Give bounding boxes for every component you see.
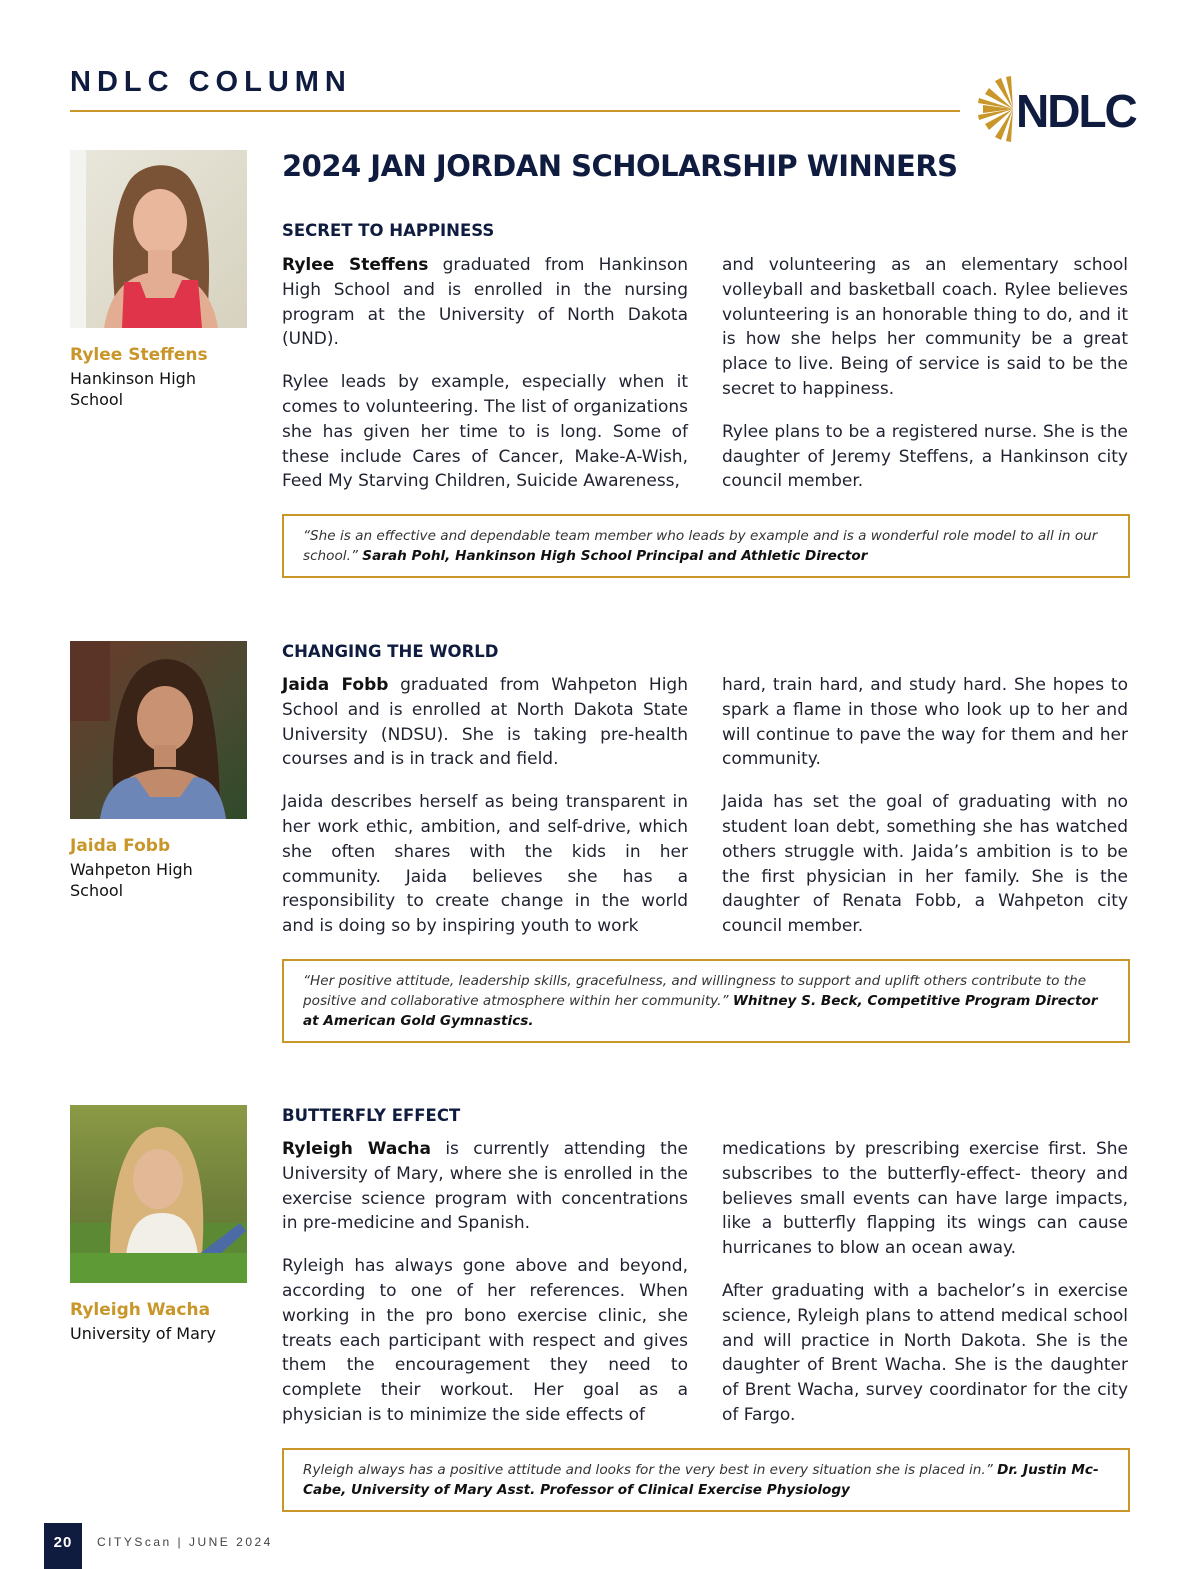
section-heading: SECRET TO HAPPINESS (282, 221, 495, 240)
paragraph: Rylee leads by example, especially when it comes to volunteering. The list of organizations she has given her time to is long. Some of these include Cares of Cancer, Make-A-Wish, Feed My Starving Children, Suicide Awareness, (282, 372, 688, 492)
paragraph-text: graduated from Hankinson High School and is enrolled in the nursing program at the University of North Dakota (UND). (282, 255, 688, 350)
portrait-photo (70, 150, 247, 328)
paragraph-text: is currently attending the University of Mary, where she is enrolled in the exercise science program with concentrations in pre-medicine and Spanish. (282, 1139, 689, 1234)
winner-name: Rylee Steffens (70, 345, 208, 365)
section-heading: BUTTERFLY EFFECT (282, 1106, 461, 1125)
logo-text: NDLC (1016, 85, 1136, 137)
paragraph (282, 673, 688, 772)
paragraph: Jaida has set the goal of graduating with no student loan debt, something she has watched others struggle with. Jaida’s ambition is to be the first physician in her family. She is the daughter of Renata Fobb, a Wahpeton city council member. (722, 792, 1128, 937)
section-heading: CHANGING THE WORLD (282, 642, 499, 661)
winner-school: Wahpeton High School (70, 860, 193, 900)
portrait-photo (70, 641, 247, 819)
paragraph: After graduating with a bachelor’s in exercise science, Ryleigh plans to attend medical school and will practice in North Dakota. She is the daughter of Brent Wacha. She is the daughter of Brent Wacha, survey coordinator for the city of Fargo. (722, 1280, 1128, 1425)
body-column-right (722, 673, 1128, 957)
paragraph: medications by prescribing exercise first. She subscribes to the butterfly-effect- theory and believes small events can have large impacts, like a butterfly flapping its wings can cause hurricanes to blow an ocean away. (722, 1139, 1128, 1259)
lead-name: Rylee Steffens (282, 255, 429, 275)
quote-box (282, 1448, 1130, 1512)
quote-box (282, 514, 1130, 578)
paragraph-text: graduated from Wahpeton High School and is enrolled at North Dakota State University (NDSU). She is taking pre-health courses and is in track and field. (282, 675, 688, 770)
paragraph: Ryleigh has always gone above and beyond, according to one of her references. When working in the pro bono exercise clinic, she treats each participant with respect and gives them the encouragement they need to complete their workout. Her goal as a physician is to minimize the side effects of (282, 1256, 688, 1425)
quote-text: Ryleigh always has a positive attitude and looks for the very best in every situation she is placed in.” (303, 1462, 998, 1478)
body-column-left (282, 253, 688, 512)
winner-school: Hankinson High School (70, 369, 196, 409)
quote-text: “She is an effective and dependable team member who leads by example and is a wonderful role model to all in our school.” (303, 528, 1098, 564)
page-number: 20 (44, 1523, 82, 1569)
quote-attribution: Whitney S. Beck, Competitive Program Director at American Gold Gymnastics. (303, 993, 1098, 1029)
quote-text: “Her positive attitude, leadership skills, gracefulness, and willingness to support and uplift others contribute to the positive and collaborative atmosphere within her community.” (303, 973, 1087, 1009)
ndlc-logo (975, 72, 1135, 148)
sunburst-icon (975, 74, 1019, 144)
quote-attribution: Dr. Justin Mc-Cabe, University of Mary Asst. Professor of Clinical Exercise Physiology (303, 1462, 1099, 1498)
winner-name: Ryleigh Wacha (70, 1300, 211, 1320)
paragraph: Jaida describes herself as being transparent in her work ethic, ambition, and self-drive, which she often shares with the kids in her community. Jaida believes she has a responsibility to create change in the world and is doing so by inspiring youth to work (282, 792, 688, 937)
paragraph: and volunteering as an elementary school volleyball and basketball coach. Rylee believes volunteering is an honorable thing to do, and it is how she helps her community be a great place to live. Being of service is said to be the secret to happiness. (722, 255, 1128, 399)
page-title: 2024 JAN JORDAN SCHOLARSHIP WINNERS (282, 149, 958, 183)
quote-box (282, 959, 1130, 1043)
paragraph: hard, train hard, and study hard. She hopes to spark a flame in those who look up to her and will continue to pave the way for them and her community. (722, 675, 1128, 770)
paragraph (282, 1137, 688, 1236)
portrait-photo (70, 1105, 247, 1283)
body-column-left (282, 1137, 688, 1446)
lead-name: Jaida Fobb (282, 675, 389, 695)
lead-name: Ryleigh Wacha (282, 1139, 431, 1159)
body-column-right (722, 253, 1128, 512)
paragraph (282, 253, 688, 352)
winner-name: Jaida Fobb (70, 836, 171, 856)
column-label: NDLC COLUMN (70, 66, 352, 98)
quote-attribution: Sarah Pohl, Hankinson High School Principal and Athletic Director (362, 548, 868, 564)
body-column-right (722, 1137, 1128, 1446)
header-rule (70, 110, 960, 112)
publication-label: CITYScan | JUNE 2024 (97, 1535, 273, 1549)
paragraph: Rylee plans to be a registered nurse. She is the daughter of Jeremy Steffens, a Hankinson city council member. (722, 421, 1128, 492)
winner-school: University of Mary (70, 1324, 216, 1343)
body-column-left (282, 673, 688, 957)
